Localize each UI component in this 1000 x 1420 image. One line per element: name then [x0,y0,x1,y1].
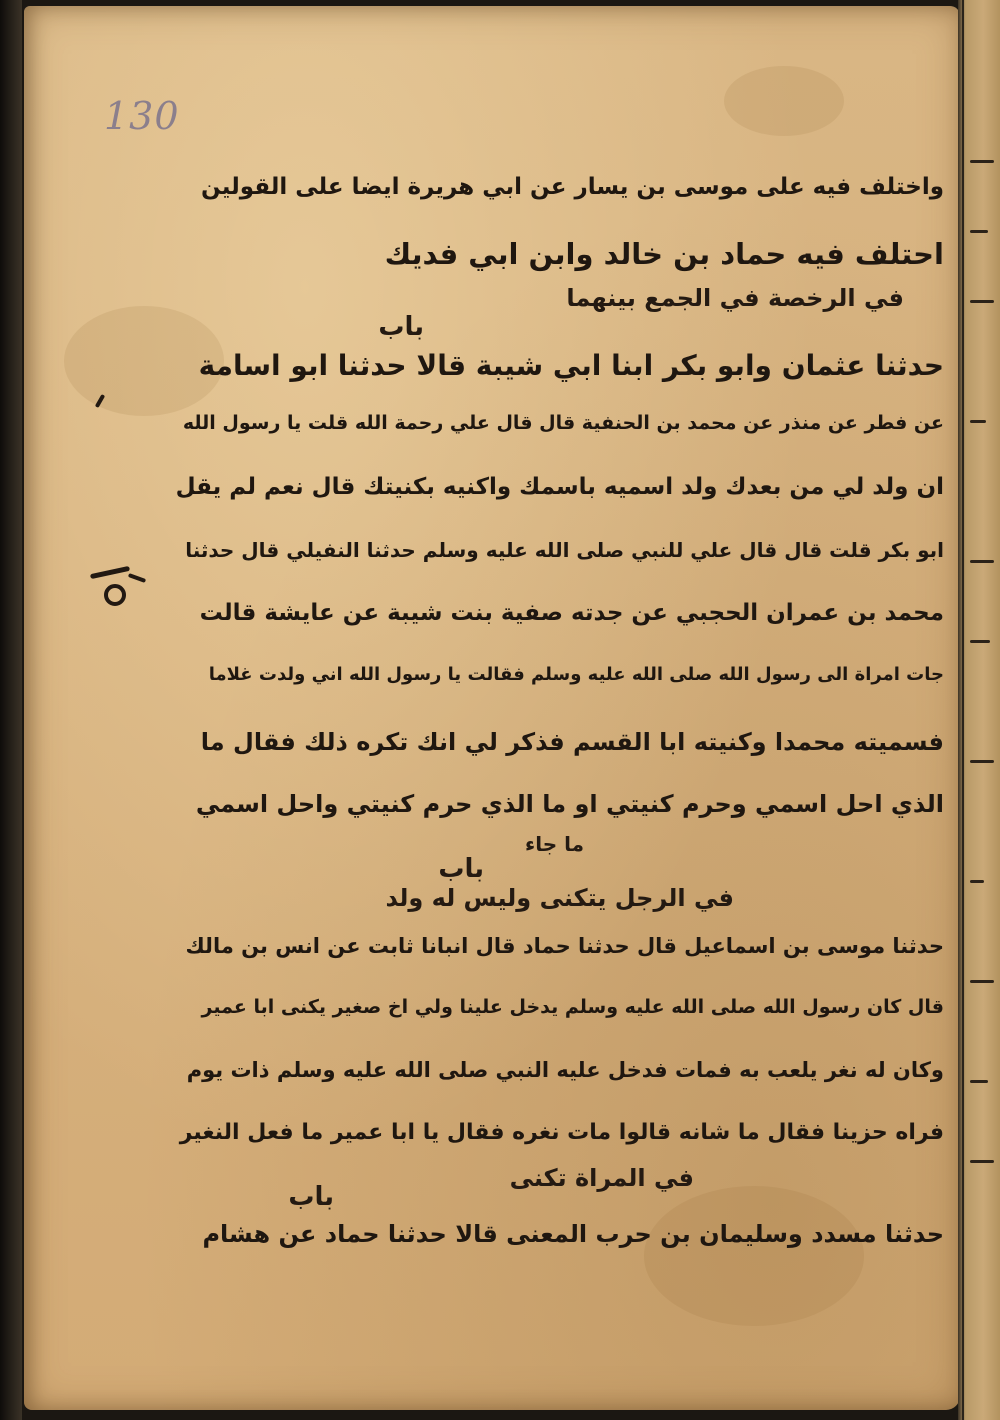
text-line: فسميته محمدا وكنيته ابا القسم فذكر لي انك تكره ذلك فقال ما [200,728,944,756]
paper-stain [724,66,844,136]
text-line: وكان له نغر يلعب به فمات فدخل عليه النبي صلى الله عليه وسلم ذات يوم [186,1058,944,1082]
book-binding [0,0,22,1420]
text-line: جات امراة الى رسول الله صلى الله عليه وسلم فقالت يا رسول الله اني ولدت غلاما [208,664,944,685]
text-line: واختلف فيه على موسى بن يسار عن ابي هريرة ايضا على القولين [201,174,944,200]
text-line: فراه حزينا فقال ما شانه قالوا مات نغره فقال يا ابا عمير ما فعل النغير [179,1120,944,1145]
manuscript-text [174,156,944,1276]
folio-number: 130 [104,94,180,138]
text-line: حدثنا عثمان وابو بكر ابنا ابي شيبة قالا حدثنا ابو اسامة [198,349,944,382]
chapter-heading-bab: باب [288,1182,334,1212]
text-line: الذي احل اسمي وحرم كنيتي او ما الذي حرم كنيتي واحل اسمي [195,790,944,818]
text-line: حدثنا موسى بن اسماعيل قال حدثنا حماد قال انبانا ثابت عن انس بن مالك [185,934,944,958]
chapter-heading-title: في الرخصة في الجمع بينهما [566,284,904,312]
text-line: ان ولد لي من بعدك ولد اسميه باسمك واكنيه بكنيتك قال نعم لم يقل [175,474,944,500]
manuscript-page [24,6,960,1410]
text-line: قال كان رسول الله صلى الله عليه وسلم يدخل علينا ولي اخ صغير يكنى ابا عمير [201,996,944,1018]
text-line: حدثنا مسدد وسليمان بن حرب المعنى قالا حدثنا حماد عن هشام [202,1220,944,1248]
facing-page-edge [958,0,1000,1420]
chapter-heading-bab: باب [438,854,484,884]
chapter-heading-title: في الرجل يتكنى وليس له ولد [385,884,734,912]
text-line: ابو بكر قلت قال قال علي للنبي صلى الله عليه وسلم حدثنا النفيلي قال حدثنا [185,538,944,562]
text-line: احتلف فيه حماد بن خالد وابن ابي فديك [384,237,944,271]
chapter-heading-bab: باب [378,312,424,342]
chapter-heading-note: ما جاء [524,832,584,856]
text-line: محمد بن عمران الحجبي عن جدته صفية بنت شيبة عن عايشة قالت [199,600,944,626]
margin-annotation [84,566,154,606]
chapter-heading-title: في المراة تكنى [509,1164,694,1192]
text-line: عن فطر عن منذر عن محمد بن الحنفية قال قال علي رحمة الله قلت يا رسول الله [182,412,944,434]
